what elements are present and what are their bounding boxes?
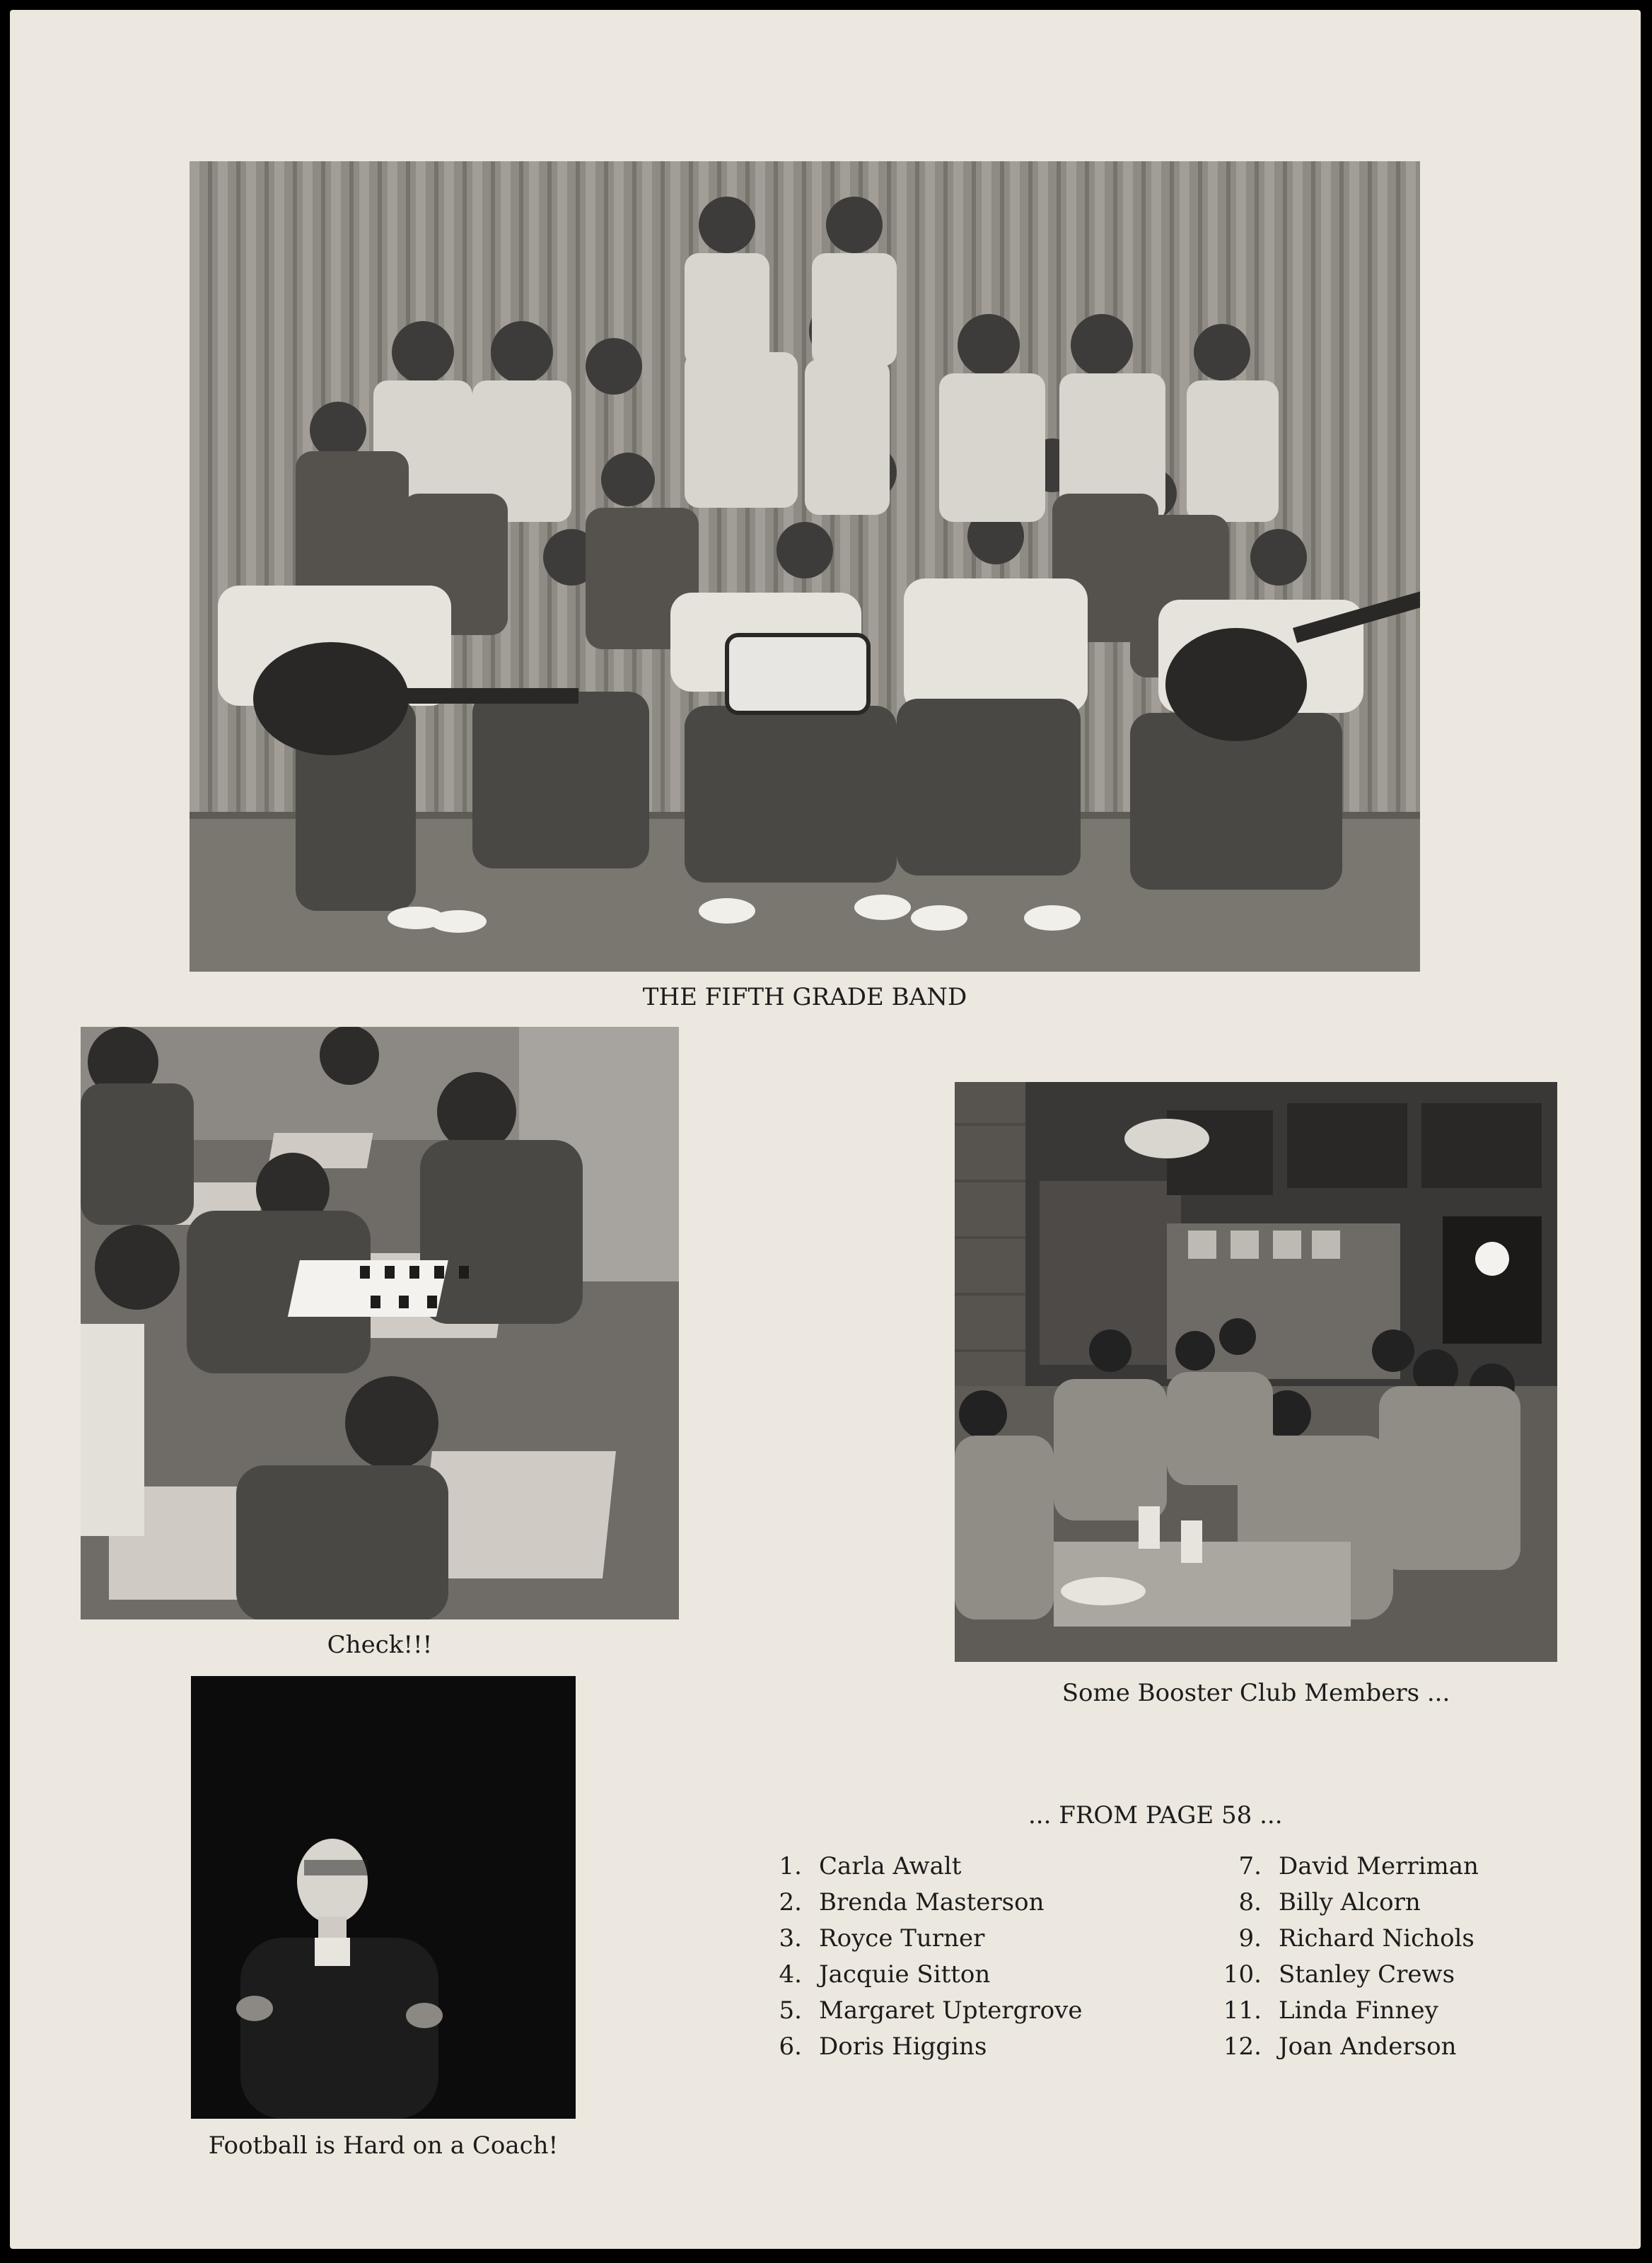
list-item: 8. Billy Alcorn xyxy=(1238,1888,1421,1916)
coach-photo xyxy=(191,1676,576,2119)
list-item: 9. Richard Nichols xyxy=(1238,1924,1474,1953)
list-item: 12. Joan Anderson xyxy=(1223,2032,1457,2061)
list-item: 2. Brenda Masterson xyxy=(779,1888,1045,1916)
booster-club-photo xyxy=(955,1082,1557,1662)
list-item: 7. David Merriman xyxy=(1238,1852,1479,1880)
band-photo-caption: THE FIFTH GRADE BAND xyxy=(642,983,967,1011)
roster-title: ... FROM PAGE 58 ... xyxy=(1028,1801,1283,1829)
list-item: 3. Royce Turner xyxy=(779,1924,985,1953)
list-item: 10. Stanley Crews xyxy=(1223,1960,1455,1989)
list-item: 5. Margaret Uptergrove xyxy=(779,1996,1083,2025)
chess-photo xyxy=(81,1027,679,1619)
list-item: 6. Doris Higgins xyxy=(779,2032,987,2061)
roster-right-column xyxy=(1212,1849,1479,2065)
coach-photo-caption: Football is Hard on a Coach! xyxy=(208,2131,559,2160)
list-item: 4. Jacquie Sitton xyxy=(779,1960,991,1989)
booster-club-photo-caption: Some Booster Club Members ... xyxy=(1061,1679,1450,1707)
band-photo xyxy=(190,161,1420,972)
roster-left-column xyxy=(752,1849,1083,2065)
list-item: 11. Linda Finney xyxy=(1223,1996,1438,2025)
yearbook-page xyxy=(10,10,1641,2249)
list-item: 1. Carla Awalt xyxy=(779,1852,962,1880)
chess-photo-caption: Check!!! xyxy=(327,1631,433,1659)
